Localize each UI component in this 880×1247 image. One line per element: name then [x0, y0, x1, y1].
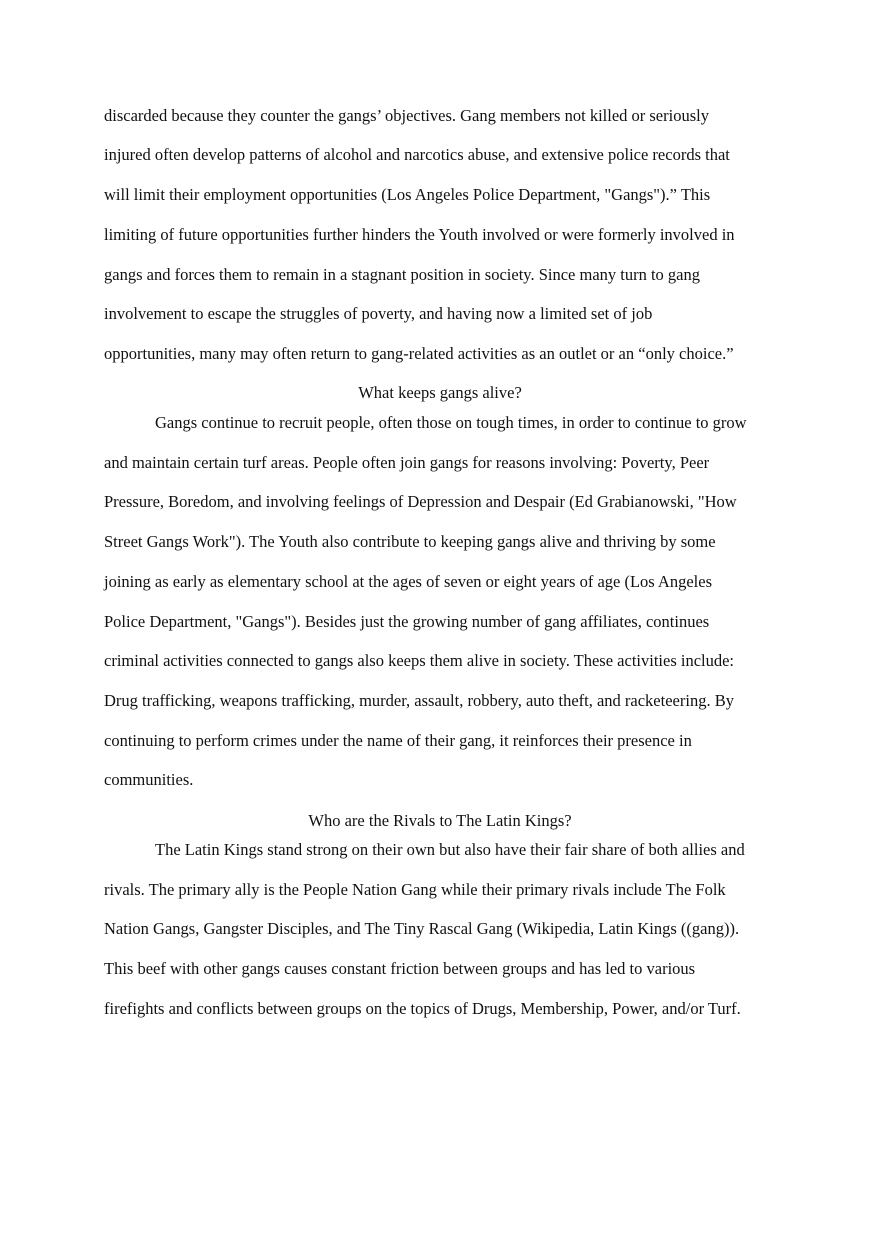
- paragraph-line: firefights and conflicts between groups on the topics of Drugs, Membership, Power, and/or Turf.: [104, 999, 741, 1018]
- paragraph-line: Nation Gangs, Gangster Disciples, and The Tiny Rascal Gang (Wikipedia, Latin Kings ((gang)).: [104, 919, 740, 938]
- paragraph-line: Police Department, "Gangs"). Besides just the growing number of gang affiliates, continues: [104, 612, 710, 631]
- paragraph-line: continuing to perform crimes under the name of their gang, it reinforces their presence in: [104, 731, 692, 750]
- paragraph-line: opportunities, many may often return to gang-related activities as an outlet or an “only choice.”: [104, 344, 734, 363]
- paragraph-line: rivals. The primary ally is the People Nation Gang while their primary rivals include The Folk: [104, 880, 726, 899]
- paragraph-line: involvement to escape the struggles of poverty, and having now a limited set of job: [104, 304, 653, 323]
- paragraph-line: The Latin Kings stand strong on their own but also have their fair share of both allies and: [155, 840, 745, 859]
- paragraph-line: joining as early as elementary school at the ages of seven or eight years of age (Los Angeles: [104, 572, 713, 591]
- paragraph-line: will limit their employment opportunities (Los Angeles Police Department, "Gangs").” This: [104, 185, 711, 204]
- paragraph-line: and maintain certain turf areas. People often join gangs for reasons involving: Poverty, Peer: [104, 453, 710, 472]
- paragraph-line: Street Gangs Work"). The Youth also contribute to keeping gangs alive and thriving by some: [104, 532, 716, 551]
- paragraph-line: communities.: [104, 770, 194, 789]
- section-heading: What keeps gangs alive?: [358, 383, 522, 402]
- paragraph-line: discarded because they counter the gangs’ objectives. Gang members not killed or seriously: [104, 106, 709, 125]
- paragraph-line: This beef with other gangs causes constant friction between groups and has led to various: [104, 959, 696, 978]
- paragraph-line: limiting of future opportunities further hinders the Youth involved or were formerly involved in: [104, 225, 735, 244]
- paragraph-line: Drug trafficking, weapons trafficking, murder, assault, robbery, auto theft, and racketeering. By: [104, 691, 734, 710]
- paragraph-line: Gangs continue to recruit people, often those on tough times, in order to continue to grow: [155, 413, 747, 432]
- paragraph-line: Pressure, Boredom, and involving feelings of Depression and Despair (Ed Grabianowski, "How: [104, 492, 737, 511]
- paragraph-line: injured often develop patterns of alcohol and narcotics abuse, and extensive police records that: [104, 145, 730, 164]
- paragraph-line: gangs and forces them to remain in a stagnant position in society. Since many turn to gang: [104, 265, 701, 284]
- paragraph-line: criminal activities connected to gangs also keeps them alive in society. These activities include:: [104, 651, 735, 670]
- section-heading: Who are the Rivals to The Latin Kings?: [308, 811, 572, 830]
